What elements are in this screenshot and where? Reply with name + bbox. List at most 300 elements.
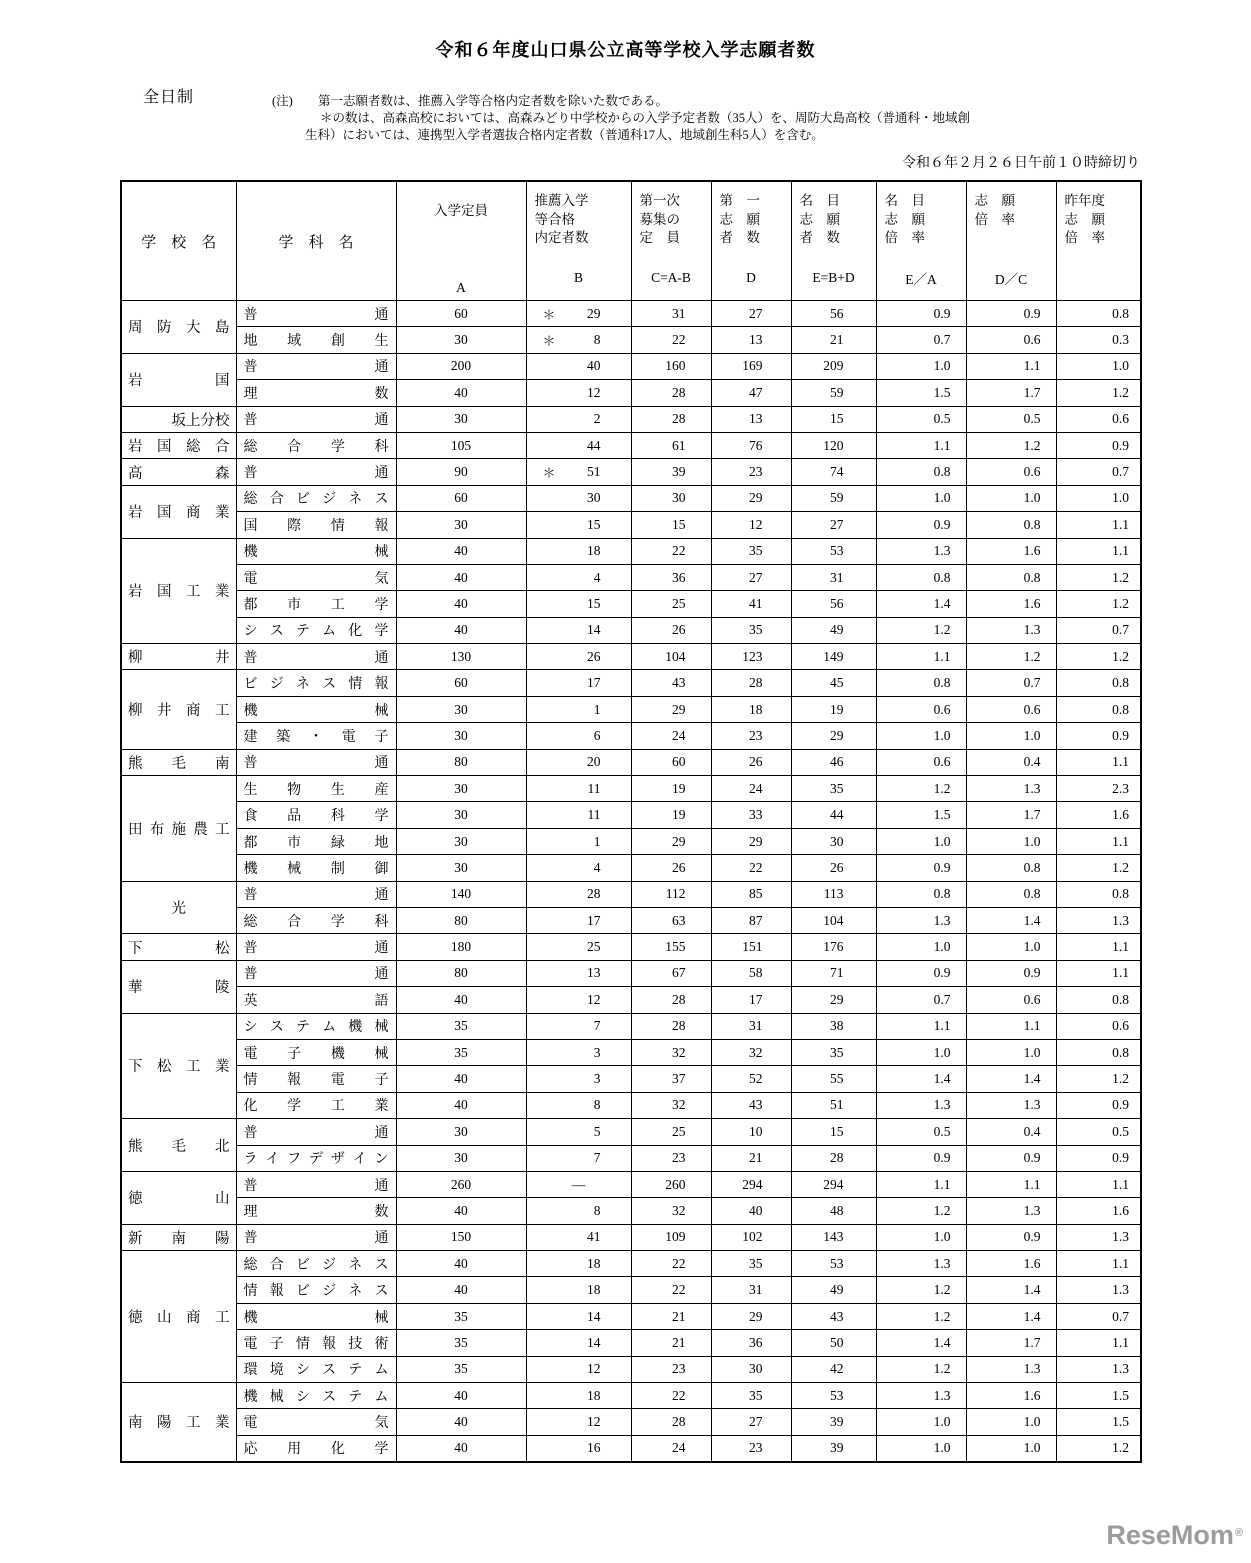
value-cell-ea: 0.8: [876, 670, 966, 696]
dept-name-cell: [236, 1198, 396, 1224]
dept-name-cell: [236, 828, 396, 854]
header-label: 推薦入学 等合格 内定者数: [534, 193, 589, 245]
value-cell-b: 4: [526, 855, 631, 881]
value-cell-d: 22: [711, 855, 791, 881]
value-cell-c: 28: [631, 380, 711, 406]
table-row: [121, 960, 1141, 986]
value-cell-e: 27: [791, 512, 876, 538]
value-cell-a: 80: [396, 749, 526, 775]
dept-name-cell: [236, 353, 396, 379]
value-cell-dc: 1.4: [966, 1277, 1056, 1303]
value-cell-c: 26: [631, 855, 711, 881]
value-cell-c: 29: [631, 696, 711, 722]
value-cell-d: 47: [711, 380, 791, 406]
value-cell-py: 1.2: [1056, 644, 1141, 670]
value-cell-b: ＊ 29: [526, 301, 631, 327]
value-cell-c: 43: [631, 670, 711, 696]
value-cell-d: 18: [711, 696, 791, 722]
value-cell-dc: 1.0: [966, 1039, 1056, 1065]
table-row: [121, 881, 1141, 907]
value-cell-b: 12: [526, 987, 631, 1013]
value-cell-c: 155: [631, 934, 711, 960]
value-cell-a: 35: [396, 1013, 526, 1039]
header-label: 志 願 倍 率: [974, 193, 1015, 227]
value-cell-dc: 1.4: [966, 1303, 1056, 1329]
value-cell-py: 1.3: [1056, 1277, 1141, 1303]
table-row: [121, 1277, 1141, 1303]
school-name-cell: [121, 1383, 236, 1462]
dept-name: 普 通: [243, 360, 389, 376]
school-name-cell: [121, 1224, 236, 1250]
dept-name: 普 通: [243, 413, 389, 429]
dept-name-cell: [236, 1383, 396, 1409]
value-cell-dc: 0.7: [966, 670, 1056, 696]
value-cell-py: 1.0: [1056, 353, 1141, 379]
dept-name: 情 報 電 子: [243, 1073, 389, 1089]
school-name-cell: [121, 749, 236, 775]
value-cell-d: 52: [711, 1066, 791, 1092]
dept-name: ビ ジ ネ ス 情 報: [243, 677, 389, 693]
value-cell-e: 42: [791, 1356, 876, 1382]
dept-name: ラ イ フ デ ザ イ ン: [243, 1152, 389, 1168]
dept-name-cell: [236, 1356, 396, 1382]
table-row: [121, 1039, 1141, 1065]
value-cell-d: 31: [711, 1013, 791, 1039]
dept-name-cell: [236, 1092, 396, 1118]
header-row: [121, 181, 1141, 301]
school-name-cell: [121, 644, 236, 670]
header-col-dc: [966, 181, 1056, 301]
school-name: 新 南 陽: [128, 1230, 230, 1247]
table-row: [121, 1330, 1141, 1356]
value-cell-d: 24: [711, 776, 791, 802]
value-cell-b: 4: [526, 564, 631, 590]
table-row: [121, 644, 1141, 670]
value-cell-b: 12: [526, 1409, 631, 1435]
value-cell-ea: 1.5: [876, 380, 966, 406]
dept-name-cell: [236, 802, 396, 828]
value-cell-dc: 0.6: [966, 459, 1056, 485]
school-name: 下 松 工 業: [128, 1059, 230, 1076]
value-cell-b: 40: [526, 353, 631, 379]
value-cell-dc: 1.3: [966, 1092, 1056, 1118]
value-cell-dc: 1.1: [966, 1171, 1056, 1197]
note-label: (注): [272, 94, 293, 108]
value-cell-a: 30: [396, 696, 526, 722]
value-cell-e: 55: [791, 1066, 876, 1092]
value-cell-b: 17: [526, 670, 631, 696]
page-title: 令和６年度山口県公立高等学校入学志願者数: [435, 40, 816, 60]
value-cell-a: 30: [396, 802, 526, 828]
value-cell-a: 30: [396, 723, 526, 749]
value-cell-a: 40: [396, 380, 526, 406]
value-cell-ea: 1.3: [876, 538, 966, 564]
dept-name: シ ス テ ム 機 械: [243, 1020, 389, 1036]
school-name-cell: [121, 1119, 236, 1172]
value-cell-d: 58: [711, 960, 791, 986]
value-cell-c: 19: [631, 802, 711, 828]
value-cell-dc: 0.9: [966, 960, 1056, 986]
value-cell-ea: 1.3: [876, 1092, 966, 1118]
value-cell-py: 1.3: [1056, 1356, 1141, 1382]
header-col-ea: [876, 181, 966, 301]
value-cell-d: 32: [711, 1039, 791, 1065]
value-cell-d: 102: [711, 1224, 791, 1250]
dept-name: 建 築 ・ 電 子: [243, 729, 389, 745]
value-cell-c: 109: [631, 1224, 711, 1250]
school-name: 熊 毛 南: [128, 755, 230, 772]
value-cell-b: 7: [526, 1013, 631, 1039]
value-cell-d: 41: [711, 591, 791, 617]
school-name-cell: [121, 881, 236, 934]
school-name-cell: [121, 776, 236, 882]
value-cell-ea: 0.6: [876, 696, 966, 722]
value-cell-a: 130: [396, 644, 526, 670]
value-cell-py: 1.2: [1056, 380, 1141, 406]
table-row: [121, 1224, 1141, 1250]
header-col-a: [396, 181, 526, 301]
value-cell-ea: 0.9: [876, 1145, 966, 1171]
value-cell-py: 0.8: [1056, 670, 1141, 696]
value-cell-py: 0.9: [1056, 723, 1141, 749]
table-row: [121, 1198, 1141, 1224]
value-cell-b: 3: [526, 1066, 631, 1092]
value-cell-a: 30: [396, 327, 526, 353]
header-letter: B: [573, 270, 583, 285]
value-cell-dc: 0.9: [966, 1224, 1056, 1250]
school-name: 南 陽 工 業: [128, 1415, 230, 1432]
value-cell-e: 294: [791, 1171, 876, 1197]
value-cell-a: 30: [396, 855, 526, 881]
value-cell-ea: 0.6: [876, 749, 966, 775]
value-cell-b: 1: [526, 828, 631, 854]
value-cell-c: 28: [631, 406, 711, 432]
value-cell-c: 60: [631, 749, 711, 775]
value-cell-dc: 1.0: [966, 1409, 1056, 1435]
value-cell-py: 0.8: [1056, 696, 1141, 722]
dept-name: 理 数: [243, 386, 389, 402]
dept-name-cell: [236, 670, 396, 696]
value-cell-ea: 1.2: [876, 617, 966, 643]
table-row: [121, 1251, 1141, 1277]
dept-name: 電 気: [243, 571, 389, 587]
school-name-cell: [121, 353, 236, 406]
dept-name: 普 通: [243, 1231, 389, 1247]
dept-name: 理 数: [243, 1204, 389, 1220]
value-cell-b: 25: [526, 934, 631, 960]
value-cell-ea: 1.0: [876, 934, 966, 960]
value-cell-c: 26: [631, 617, 711, 643]
value-cell-dc: 1.7: [966, 1330, 1056, 1356]
dept-name-cell: [236, 1171, 396, 1197]
value-cell-c: 29: [631, 828, 711, 854]
value-cell-c: 104: [631, 644, 711, 670]
value-cell-a: 140: [396, 881, 526, 907]
dept-name: 普 通: [243, 307, 389, 323]
value-cell-e: 43: [791, 1303, 876, 1329]
value-cell-c: 32: [631, 1198, 711, 1224]
value-cell-dc: 0.6: [966, 696, 1056, 722]
dept-name-cell: [236, 327, 396, 353]
table-row: [121, 1119, 1141, 1145]
value-cell-e: 113: [791, 881, 876, 907]
value-cell-e: 53: [791, 538, 876, 564]
school-name: 坂上分校: [171, 412, 230, 429]
value-cell-b: 15: [526, 591, 631, 617]
value-cell-b: 6: [526, 723, 631, 749]
value-cell-b: 8: [526, 1092, 631, 1118]
dept-name-cell: [236, 987, 396, 1013]
header-col-py: [1056, 181, 1141, 301]
header-col-b: [526, 181, 631, 301]
value-cell-dc: 0.6: [966, 327, 1056, 353]
value-cell-a: 30: [396, 406, 526, 432]
dept-name: 総 合 ビ ジ ネ ス: [243, 1257, 389, 1273]
registered-mark: ®: [1234, 1527, 1243, 1539]
table-row: [121, 1409, 1141, 1435]
value-cell-dc: 1.2: [966, 432, 1056, 458]
value-cell-ea: 1.2: [876, 1303, 966, 1329]
value-cell-ea: 1.3: [876, 907, 966, 933]
dept-name-cell: [236, 301, 396, 327]
value-cell-b: 8: [526, 1198, 631, 1224]
dept-name-cell: [236, 723, 396, 749]
value-cell-ea: 0.5: [876, 1119, 966, 1145]
school-name-cell: [121, 459, 236, 485]
value-cell-dc: 0.8: [966, 512, 1056, 538]
table-row: [121, 987, 1141, 1013]
value-cell-b: 14: [526, 617, 631, 643]
dept-name-cell: [236, 1013, 396, 1039]
value-cell-d: 35: [711, 538, 791, 564]
header-letter: A: [456, 280, 466, 295]
value-cell-a: 80: [396, 907, 526, 933]
value-cell-ea: 1.5: [876, 802, 966, 828]
dept-name-cell: [236, 855, 396, 881]
dept-name-cell: [236, 1435, 396, 1461]
value-cell-py: 1.2: [1056, 1435, 1141, 1461]
dept-name: 都 市 工 学: [243, 597, 389, 613]
header-label: 入学定員: [434, 203, 488, 218]
table-row: [121, 1066, 1141, 1092]
value-cell-ea: 1.0: [876, 723, 966, 749]
value-cell-c: 15: [631, 512, 711, 538]
value-cell-ea: 0.7: [876, 327, 966, 353]
note-line-3: 生科）においては、連携型入学者選抜合格内定者数（普通科17人、地域創生科5人）を含む。: [305, 128, 824, 142]
dept-name: 普 通: [243, 650, 389, 666]
value-cell-b: 14: [526, 1303, 631, 1329]
value-cell-py: 1.5: [1056, 1383, 1141, 1409]
value-cell-c: 22: [631, 1277, 711, 1303]
value-cell-a: 200: [396, 353, 526, 379]
dept-name-cell: [236, 459, 396, 485]
value-cell-e: 53: [791, 1383, 876, 1409]
dept-name-cell: [236, 1303, 396, 1329]
value-cell-e: 51: [791, 1092, 876, 1118]
dept-name: 普 通: [243, 1125, 389, 1141]
header-label: 名 目 志 願 倍 率: [884, 193, 925, 245]
value-cell-ea: 1.0: [876, 1039, 966, 1065]
value-cell-ea: 0.5: [876, 406, 966, 432]
dept-name-cell: [236, 960, 396, 986]
value-cell-py: 0.5: [1056, 1119, 1141, 1145]
value-cell-b: 41: [526, 1224, 631, 1250]
school-name-cell: [121, 1171, 236, 1224]
dept-name-cell: [236, 512, 396, 538]
value-cell-e: 29: [791, 723, 876, 749]
value-cell-c: 63: [631, 907, 711, 933]
table-row: [121, 1145, 1141, 1171]
value-cell-e: 56: [791, 591, 876, 617]
note-line-1: 第一志願者数は、推薦入学等合格内定者数を除いた数である。: [318, 94, 669, 108]
value-cell-dc: 1.3: [966, 1198, 1056, 1224]
value-cell-c: 24: [631, 723, 711, 749]
value-cell-d: 43: [711, 1092, 791, 1118]
school-name: 岩 国 工 業: [128, 584, 230, 601]
dept-name-cell: [236, 934, 396, 960]
value-cell-ea: 1.0: [876, 828, 966, 854]
dept-name: 機 械 シ ス テ ム: [243, 1389, 389, 1405]
dept-name: 普 通: [243, 756, 389, 772]
value-cell-ea: 0.9: [876, 512, 966, 538]
value-cell-a: 35: [396, 1356, 526, 1382]
value-cell-py: 1.6: [1056, 802, 1141, 828]
value-cell-ea: 0.7: [876, 987, 966, 1013]
dept-name: 国 際 情 報: [243, 518, 389, 534]
value-cell-c: 19: [631, 776, 711, 802]
value-cell-dc: 1.3: [966, 776, 1056, 802]
watermark-text: ReseMom: [1106, 1520, 1234, 1550]
value-cell-e: 49: [791, 617, 876, 643]
table-row: [121, 564, 1141, 590]
value-cell-b: 20: [526, 749, 631, 775]
header-label: 名 目 志 願 者 数: [799, 193, 840, 245]
header-letter: D: [746, 270, 756, 285]
value-cell-a: 105: [396, 432, 526, 458]
value-cell-py: 0.8: [1056, 1039, 1141, 1065]
header-col-e: [791, 181, 876, 301]
school-name-cell: [121, 432, 236, 458]
dept-name: 機 械: [243, 1310, 389, 1326]
value-cell-py: 0.9: [1056, 1145, 1141, 1171]
value-cell-d: 31: [711, 1277, 791, 1303]
dept-name-cell: [236, 1066, 396, 1092]
value-cell-d: 23: [711, 723, 791, 749]
value-cell-e: 56: [791, 301, 876, 327]
value-cell-b: 18: [526, 1383, 631, 1409]
value-cell-ea: 0.9: [876, 301, 966, 327]
dept-name: 都 市 緑 地: [243, 835, 389, 851]
header-letter: D／C: [994, 272, 1028, 287]
value-cell-dc: 0.8: [966, 881, 1056, 907]
school-name-cell: [121, 1251, 236, 1383]
table-row: [121, 907, 1141, 933]
table-row: [121, 380, 1141, 406]
value-cell-b: ―: [526, 1171, 631, 1197]
school-name: 岩 国: [128, 373, 230, 390]
dept-name: 電 子 情 報 技 術: [243, 1336, 389, 1352]
value-cell-c: 31: [631, 301, 711, 327]
deadline-text: 令和６年２月２６日午前１０時締切り: [902, 156, 1140, 171]
value-cell-d: 33: [711, 802, 791, 828]
dept-name-cell: [236, 485, 396, 511]
value-cell-py: 0.6: [1056, 406, 1141, 432]
dept-name-cell: [236, 1251, 396, 1277]
value-cell-py: 1.1: [1056, 512, 1141, 538]
dept-name: 総 合 学 科: [243, 914, 389, 930]
value-cell-ea: 0.8: [876, 459, 966, 485]
header-letter: [1057, 266, 1141, 290]
value-cell-dc: 0.6: [966, 987, 1056, 1013]
school-name-cell: [121, 1013, 236, 1119]
value-cell-d: 294: [711, 1171, 791, 1197]
value-cell-dc: 1.2: [966, 644, 1056, 670]
table-row: [121, 723, 1141, 749]
dept-name: 機 械: [243, 703, 389, 719]
dept-name-cell: [236, 591, 396, 617]
value-cell-ea: 1.1: [876, 432, 966, 458]
value-cell-a: 40: [396, 1251, 526, 1277]
value-cell-c: 22: [631, 538, 711, 564]
value-cell-py: 1.1: [1056, 538, 1141, 564]
value-cell-b: 13: [526, 960, 631, 986]
table-row: [121, 670, 1141, 696]
value-cell-b: 17: [526, 907, 631, 933]
value-cell-c: 25: [631, 591, 711, 617]
dept-name: 応 用 化 学: [243, 1442, 389, 1458]
value-cell-b: 44: [526, 432, 631, 458]
value-cell-e: 74: [791, 459, 876, 485]
value-cell-dc: 1.4: [966, 1066, 1056, 1092]
dept-name: 総 合 ビ ジ ネ ス: [243, 492, 389, 508]
value-cell-c: 160: [631, 353, 711, 379]
value-cell-d: 17: [711, 987, 791, 1013]
value-cell-dc: 0.8: [966, 855, 1056, 881]
value-cell-py: 1.1: [1056, 1251, 1141, 1277]
value-cell-a: 80: [396, 960, 526, 986]
school-name-cell: [121, 960, 236, 1013]
value-cell-d: 85: [711, 881, 791, 907]
value-cell-c: 28: [631, 1409, 711, 1435]
value-cell-py: 0.6: [1056, 1013, 1141, 1039]
value-cell-e: 21: [791, 327, 876, 353]
value-cell-ea: 1.4: [876, 1066, 966, 1092]
table-row: [121, 776, 1141, 802]
dept-name: 普 通: [243, 941, 389, 957]
table-row: [121, 1013, 1141, 1039]
dept-name: 普 通: [243, 1178, 389, 1194]
header-col-c: [631, 181, 711, 301]
value-cell-ea: 1.3: [876, 1383, 966, 1409]
value-cell-d: 35: [711, 1383, 791, 1409]
value-cell-b: 15: [526, 512, 631, 538]
value-cell-ea: 0.8: [876, 881, 966, 907]
value-cell-a: 35: [396, 1303, 526, 1329]
dept-name-cell: [236, 1277, 396, 1303]
value-cell-a: 40: [396, 1435, 526, 1461]
table-row: [121, 802, 1141, 828]
value-cell-ea: 1.2: [876, 1277, 966, 1303]
value-cell-e: 39: [791, 1435, 876, 1461]
value-cell-ea: 1.3: [876, 1251, 966, 1277]
dept-name-cell: [236, 432, 396, 458]
value-cell-b: 18: [526, 1251, 631, 1277]
value-cell-a: 40: [396, 1198, 526, 1224]
school-name-cell: [121, 538, 236, 644]
value-cell-a: 40: [396, 1066, 526, 1092]
value-cell-py: 0.9: [1056, 432, 1141, 458]
value-cell-dc: 1.6: [966, 591, 1056, 617]
